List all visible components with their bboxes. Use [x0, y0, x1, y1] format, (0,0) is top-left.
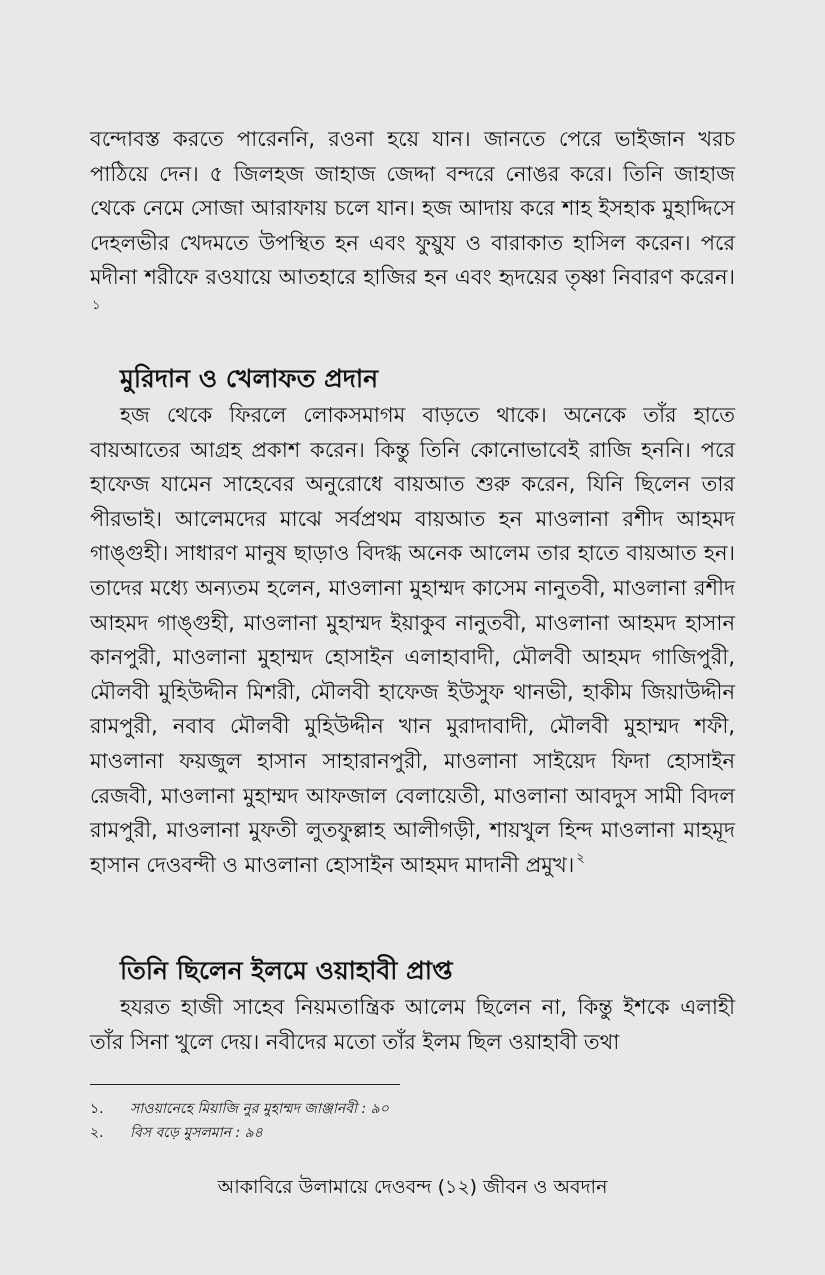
body-paragraph-hajj: [90, 122, 735, 330]
body-paragraph-ilm: হযরত হাজী সাহেব নিয়মতান্ত্রিক আলেম ছিলেন না, কিন্তু ইশকে এলাহী তাঁর সিনা খুলে দেয়। নবীদের মতো তাঁর ইলম ছিল ওয়াহাবী তথা: [90, 995, 735, 1054]
footnote-number: ২.: [90, 1125, 104, 1141]
footnote-text: সাওয়ানেহে মিয়াজি নুর মুহাম্মদ জাঞ্জানবী : ৯০: [130, 1101, 389, 1117]
footnote-divider: [90, 1084, 400, 1085]
footnote-ref-2: ২: [576, 850, 585, 866]
footnote-item: [90, 1098, 735, 1122]
footnote-number: ১.: [90, 1101, 104, 1117]
page-footer: আকাবিরে উলামায়ে দেওবন্দ (১২) জীবন ও অবদান: [217, 1176, 608, 1198]
footnotes: [90, 1098, 735, 1146]
paragraph-text: হজ থেকে ফিরলে লোকসমাগম বাড়তে থাকে। অনেকে তাঁর হাতে বায়আতের আগ্রহ প্রকাশ করেন। কিন্তু তিনি কোনোভাবেই রাজি হননি। পরে হাফেজ যামেন সাহেবের অনুরোধে বায়আত শুরু করেন, যিনি ছিলেন তার পীরভাই। আলেমদের মাঝে সর্বপ্রথম বায়আত হন মাওলানা রশীদ আহমদ গাঙ্গুহী। সাধারণ মানুষ ছাড়াও বিদগ্ধ অনেক আলেম তার হাতে বায়আত হন। তাদের মধ্যে অন্যতম হলেন, মাওলানা মুহাম্মদ কাসেম নানুতবী, মাওলানা রশীদ আহমদ গাঙ্গুহী, মাওলানা মুহাম্মদ ইয়াকুব নানুতবী, মাওলানা আহমদ হাসান কানপুরী, মাওলানা মুহাম্মদ হোসাইন এলাহাবাদী, মৌলবী আহমদ গাজিপুরী, মৌলবী মুহিউদ্দীন মিশরী, মৌলবী হাফেজ ইউসুফ থানভী, হাকীম জিয়াউদ্দীন রামপুরী, নবাব মৌলবী মুহিউদ্দীন খান মুরাদাবাদী, মৌলবী মুহাম্মদ শফী, মাওলানা ফয়জুল হাসান সাহারানপুরী, মাওলানা সাইয়েদ ফিদা হোসাইন রেজবী, মাওলানা মুহাম্মদ আফজাল বেলায়েতী, মাওলানা আবদুস সামী বিদল রামপুরী, মাওলানা মুফতী লুতফুল্লাহ আলীগড়ী, শায়খুল হিন্দ মাওলানা মাহমূদ হাসান দেওবন্দী ও মাওলানা হোসাইন আহমদ মাদানী প্রমুখ।: [90, 403, 735, 877]
section-heading-muridan: মুরিদান ও খেলাফত প্রদান: [120, 364, 379, 393]
paragraph-text: বন্দোবস্ত করতে পারেননি, রওনা হয়ে যান। জানতে পেরে ভাইজান খরচ পাঠিয়ে দেন। ৫ জিলহজ জাহাজ জেদ্দা বন্দরে নোঙর করে। তিনি জাহাজ থেকে নেমে সোজা আরাফায় চলে যান। হজ আদায় করে শাহ ইসহাক মুহাদ্দিসে দেহলভীর খেদমতে উপস্থিত হন এবং ফুয়ুয ও বারাকাত হাসিল করেন। পরে মদীনা শরীফে রওযায়ে আতহারে হাজির হন এবং হৃদয়ের তৃষ্ণা নিবারণ করেন।: [90, 127, 735, 290]
body-paragraph-bayat: [90, 398, 735, 882]
footnote-item: [90, 1122, 735, 1146]
section-heading-ilm: তিনি ছিলেন ইলমে ওয়াহাবী প্রাপ্ত: [120, 956, 453, 985]
footnote-text: বিস বড়ে মুসলমান : ৯৪: [130, 1125, 263, 1141]
footnote-ref-1: ১: [92, 297, 101, 313]
